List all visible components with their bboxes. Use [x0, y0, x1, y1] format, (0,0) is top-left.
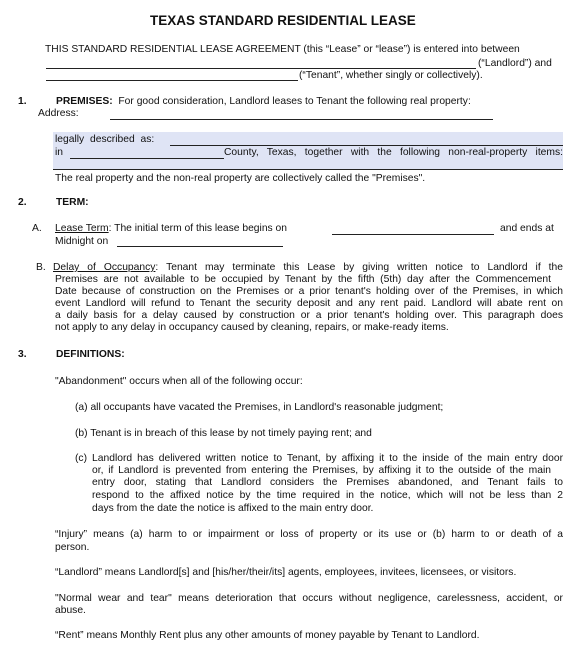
- end-date-field[interactable]: [117, 246, 283, 247]
- delay-line-5: a daily basis for a delay caused by construction or a prior tenant's holding over. This paragraph does: [55, 310, 563, 321]
- abandonment-item-c-line-3: entry door, stating that Landlord considers the Premises abandoned, and Tenant fails to: [92, 477, 563, 488]
- tenant-label: (“Tenant”, whether singly or collectively).: [299, 70, 483, 81]
- abandonment-item-a: (a) all occupants have vacated the Premises, in Landlord's reasonable judgment;: [75, 402, 444, 413]
- ends-at-label: and ends at: [500, 223, 554, 234]
- section-2-heading: TERM:: [56, 197, 89, 208]
- section-1-number: 1.: [18, 96, 27, 107]
- document-title: TEXAS STANDARD RESIDENTIAL LEASE: [150, 13, 416, 28]
- term-a-text: [55, 223, 287, 235]
- lease-term-title: Lease Term: [55, 223, 109, 234]
- delay-title: Delay of Occupancy: [53, 262, 156, 273]
- legal-description-label: legally described as:: [55, 134, 155, 145]
- section-1-heading: PREMISES:: [56, 96, 113, 107]
- rent-definition: “Rent” means Monthly Rent plus any other amounts of money payable by Tenant to Landlord.: [55, 630, 480, 641]
- delay-line-2: Premises are not available to be occupied by Tenant by the fifth (5th) day after the Commencement: [55, 274, 551, 285]
- term-a-label: A.: [32, 223, 42, 234]
- injury-definition-line-1: “Injury” means (a) harm to or impairment or loss of property or its use or (b) harm to or death of a: [55, 529, 563, 540]
- abandonment-item-c-line-5: days from the date the notice is affixed to the main entry door.: [92, 503, 374, 514]
- wear-definition-line-2: abuse.: [55, 605, 86, 616]
- premises-definition: The real property and the non-real property are collectively called the "Premises".: [55, 173, 426, 184]
- landlord-definition: “Landlord” means Landlord[s] and [his/her/their/its] agents, employees, invitees, licensees, or visitors.: [55, 567, 517, 578]
- abandonment-item-c-line-4: respond to the affixed notice by the time required in the notice, which will not be less than 2: [92, 490, 563, 501]
- midnight-label: Midnight on: [55, 236, 109, 247]
- abandonment-item-c-line-2: or, if Landlord is prevented from entering the Premises, by affixing it to the outside of the main: [92, 465, 551, 476]
- intro-line: THIS STANDARD RESIDENTIAL LEASE AGREEMENT (this “Lease” or “lease”) is entered into between: [45, 44, 520, 55]
- wear-definition-line-1: "Normal wear and tear" means deterioration that occurs without negligence, carelessness, accident, or: [55, 593, 563, 604]
- tenant-name-field[interactable]: [46, 80, 298, 81]
- address-field[interactable]: [110, 119, 493, 120]
- section-2-number: 2.: [18, 197, 27, 208]
- injury-definition-line-2: person.: [55, 542, 90, 553]
- section-3-heading: DEFINITIONS:: [56, 349, 125, 360]
- personal-property-field[interactable]: [53, 169, 563, 170]
- abandonment-definition: "Abandonment" occurs when all of the following occur:: [55, 376, 303, 387]
- delay-line-3: Date because of construction on the Premises or a prior tenant's holding over of the Premises, in which: [55, 286, 563, 297]
- address-label: Address:: [38, 108, 79, 119]
- abandonment-item-c-line-1: (c) Landlord has delivered written notice to Tenant, by affixing it to the inside of the main entry door: [75, 453, 563, 464]
- legal-description-field[interactable]: [170, 145, 563, 146]
- delay-line-1: Delay of Occupancy: Tenant may terminate this Lease by giving written notice to Landlord if the: [53, 262, 563, 273]
- landlord-name-field[interactable]: [46, 68, 476, 69]
- abandonment-item-b: (b) Tenant is in breach of this lease by not timely paying rent; and: [75, 428, 372, 439]
- county-in-label: in: [55, 147, 64, 158]
- delay-line-6: not apply to any delay in occupancy caused by cleaning, repairs, or make-ready items.: [55, 322, 449, 333]
- section-1-text: [56, 96, 471, 108]
- landlord-label: (“Landlord”) and: [478, 58, 552, 69]
- county-field[interactable]: [70, 158, 224, 159]
- start-date-field[interactable]: [332, 234, 494, 235]
- delay-line-4: event Landlord will refund to Tenant the security deposit and any rent paid. Landlord will abate rent on: [55, 298, 563, 309]
- county-text: County, Texas, together with the following non-real-property items:: [224, 147, 563, 158]
- section-3-number: 3.: [18, 349, 27, 360]
- premises-intro: For good consideration, Landlord leases to Tenant the following real property:: [118, 96, 471, 107]
- term-b-label: B.: [36, 262, 46, 273]
- lease-term-begins: : The initial term of this lease begins on: [108, 223, 288, 234]
